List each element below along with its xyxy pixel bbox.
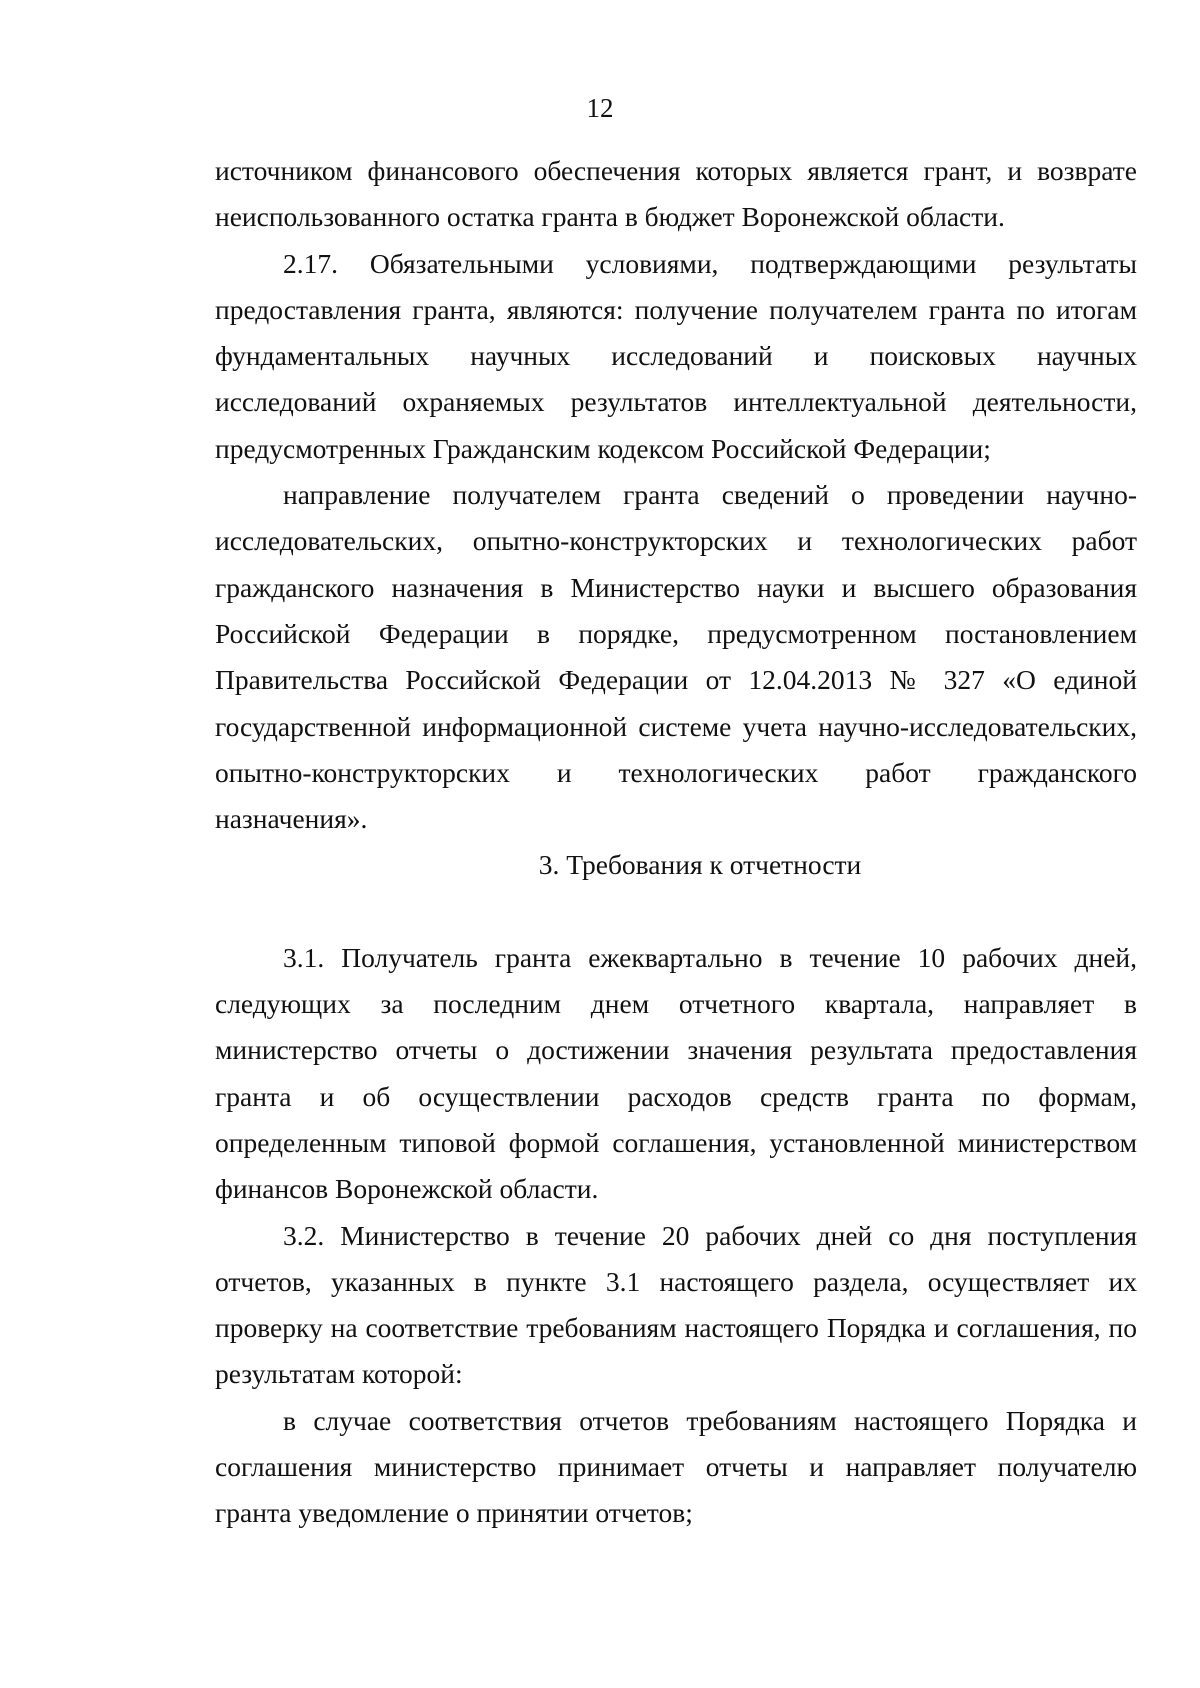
text-line: Правительства Российской Федерации от 12.04.2013 № 327 «О единой xyxy=(215,664,1137,696)
text-line: 3.2. Министерство в течение 20 рабочих дней со дня поступления xyxy=(283,1219,1137,1251)
paragraph-compliance xyxy=(215,1398,1137,1537)
text-line: направление получателем гранта сведений о проведении научно- xyxy=(283,479,1137,511)
text-line: 3.1. Получатель гранта ежеквартально в течение 10 рабочих дней, xyxy=(283,941,1137,973)
text-line: опытно-конструкторских и технологических работ гражданского xyxy=(215,756,1137,788)
paragraph-2-17 xyxy=(215,241,1137,472)
document-body xyxy=(215,148,1137,1537)
text-line: неиспользованного остатка гранта в бюджет Воронежской области. xyxy=(215,201,1005,233)
text-line: источником финансового обеспечения которых является грант, и возврате xyxy=(215,155,1137,186)
text-line: государственной информационной системе учета научно-исследовательских, xyxy=(215,710,1137,742)
text-line: финансов Воронежской области. xyxy=(215,1173,599,1205)
text-line: проверку на соответствие требованиям настоящего Порядка и соглашения, по xyxy=(215,1312,1137,1344)
text-line: министерство отчеты о достижении значения результата предоставления xyxy=(215,1034,1137,1066)
section-heading: 3. Требования к отчетности xyxy=(538,849,862,881)
paragraph-continuation xyxy=(215,148,1137,241)
text-line: соглашения министерство принимает отчеты и направляет получателю xyxy=(215,1451,1137,1483)
paragraph-3-1 xyxy=(215,935,1137,1213)
text-line: фундаментальных научных исследований и поисковых научных xyxy=(215,340,1137,372)
text-line: в случае соответствия отчетов требованиям настоящего Порядка и xyxy=(283,1404,1137,1436)
text-line: 2.17. Обязательными условиями, подтверждающими результаты xyxy=(283,247,1137,279)
text-line: предусмотренных Гражданским кодексом Российской Федерации; xyxy=(215,432,991,464)
text-line: предоставления гранта, являются: получение получателем гранта по итогам xyxy=(215,293,1137,325)
text-line: определенным типовой формой соглашения, установленной министерством xyxy=(215,1126,1137,1158)
text-line: гранта и об осуществлении расходов средств гранта по формам, xyxy=(215,1080,1137,1112)
text-line: Российской Федерации в порядке, предусмотренном постановлением xyxy=(215,617,1137,649)
text-line: гражданского назначения в Министерство науки и высшего образования xyxy=(215,571,1137,603)
text-line: исследований охраняемых результатов интеллектуальной деятельности, xyxy=(215,386,1137,418)
text-line: результатам которой: xyxy=(215,1358,463,1390)
page-number: 12 xyxy=(586,93,614,123)
text-line: исследовательских, опытно-конструкторских и технологических работ xyxy=(215,525,1137,557)
text-line: отчетов, указанных в пункте 3.1 настоящего раздела, осуществляет их xyxy=(215,1265,1137,1297)
text-line: назначения». xyxy=(215,803,368,835)
paragraph-direction xyxy=(215,472,1137,842)
spacer xyxy=(215,889,1137,935)
paragraph-3-2 xyxy=(215,1213,1137,1398)
text-line: следующих за последним днем отчетного квартала, направляет в xyxy=(215,988,1137,1020)
text-line: гранта уведомление о принятии отчетов; xyxy=(215,1497,693,1529)
